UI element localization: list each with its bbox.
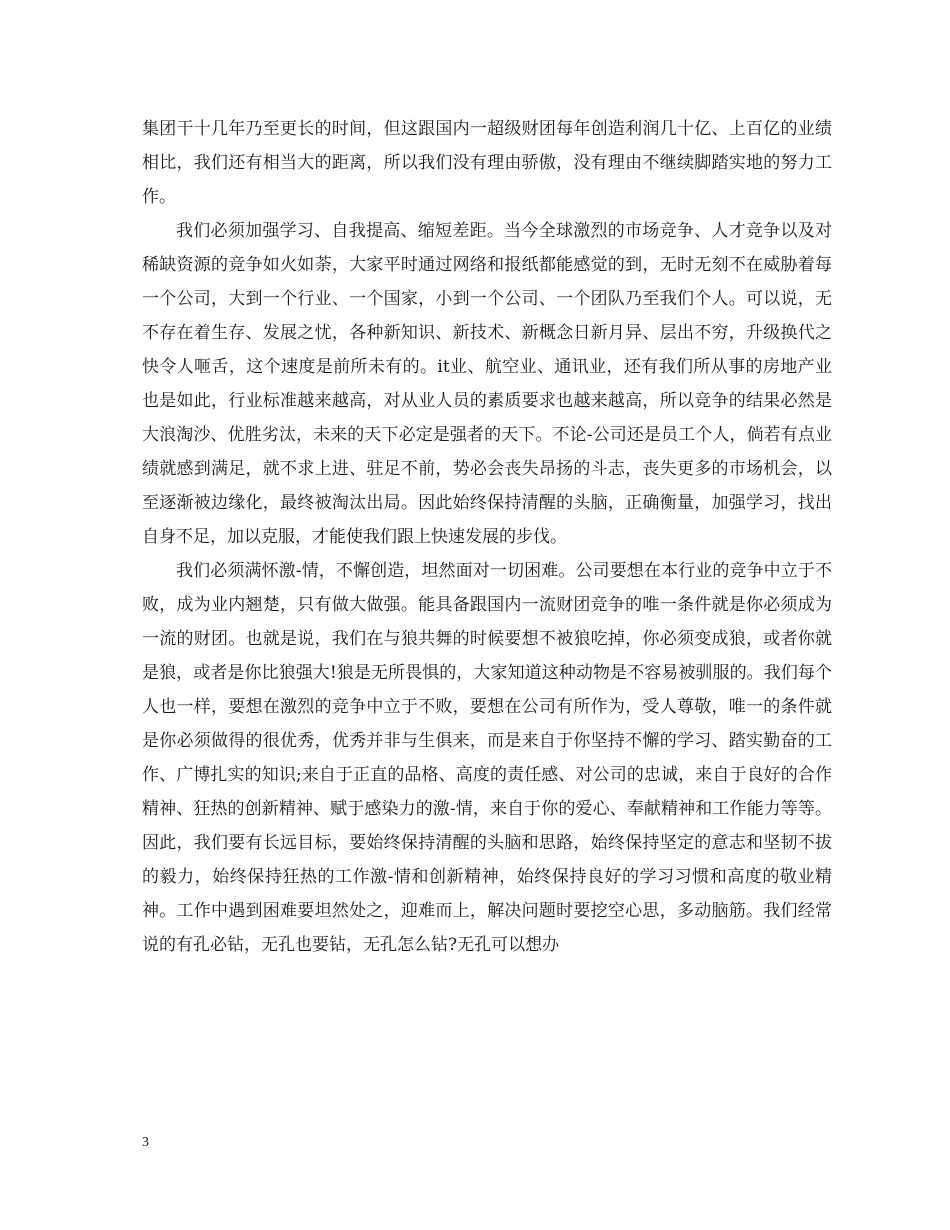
- paragraph-continuation: 集团干十几年乃至更长的时间，但这跟国内一超级财团每年创造利润几十亿、上百亿的业绩相比，我们还有相当大的距离，所以我们没有理由骄傲，没有理由不继续脚踏实地的努力工作。: [142, 119, 832, 207]
- paragraph-passion: 我们必须满怀激-情，不懈创造，坦然面对一切困难。公司要想在本行业的竞争中立于不败，成为业内翘楚，只有做大做强。能具备跟国内一流财团竞争的唯一条件就是你必须成为一流的财团。也就是说，我们在与狼共舞的时候要想不被狼吃掉，你必须变成狼，或者你就是狼，或者是你比狼强大!狼是无所畏惧的，大家知道这种动物是不容易被驯服的。我们每个人也一样，要想在激烈的竞争中立于不败，要想在公司有所作为，受人尊敬，唯一的条件就是你必须做得的很优秀，优秀并非与生俱来，而是来自于你坚持不懈的学习、踏实勤奋的工作、广博扎实的知识;来自于正直的品格、高度的责任感、对公司的忠诚，来自于良好的合作精神、狂热的创新精神、赋于感染力的激-情，来自于你的爱心、奉献精神和工作能力等等。因此，我们要有长远目标，要始终保持清醒的头脑和思路，始终保持坚定的意志和坚韧不拔的毅力，始终保持狂热的工作激-情和创新精神，始终保持良好的学习习惯和高度的敬业精神。工作中遇到困难要坦然处之，迎难而上，解决问题时要挖空心思，多动脑筋。我们经常说的有孔必钻，无孔也要钻，无孔怎么钻?无孔可以想办: [142, 561, 832, 955]
- document-body: [142, 112, 832, 962]
- page-number: 3: [142, 1135, 149, 1150]
- paragraph-learning: 我们必须加强学习、自我提高、缩短差距。当今全球激烈的市场竞争、人才竞争以及对稀缺资源的竞争如火如荼，大家平时通过网络和报纸都能感觉的到，无时无刻不在威胁着每一个公司，大到一个行业、一个国家，小到一个公司、一个团队乃至我们个人。可以说，无不存在着生存、发展之忧，各种新知识、新技术、新概念日新月异、层出不穷，升级换代之快令人咂舌，这个速度是前所未有的。it业、航空业、通讯业，还有我们所从事的房地产业也是如此，行业标准越来越高，对从业人员的素质要求也越来越高，所以竞争的结果必然是大浪淘沙、优胜劣汰，未来的天下必定是强者的天下。不论-公司还是员工个人，倘若有点业绩就感到满足，就不求上进、驻足不前，势必会丧失昂扬的斗志，丧失更多的市场机会，以至逐渐被边缘化，最终被淘汰出局。因此始终保持清醒的头脑，正确衡量，加强学习，找出自身不足，加以克服，才能使我们跟上快速发展的步伐。: [142, 221, 832, 547]
